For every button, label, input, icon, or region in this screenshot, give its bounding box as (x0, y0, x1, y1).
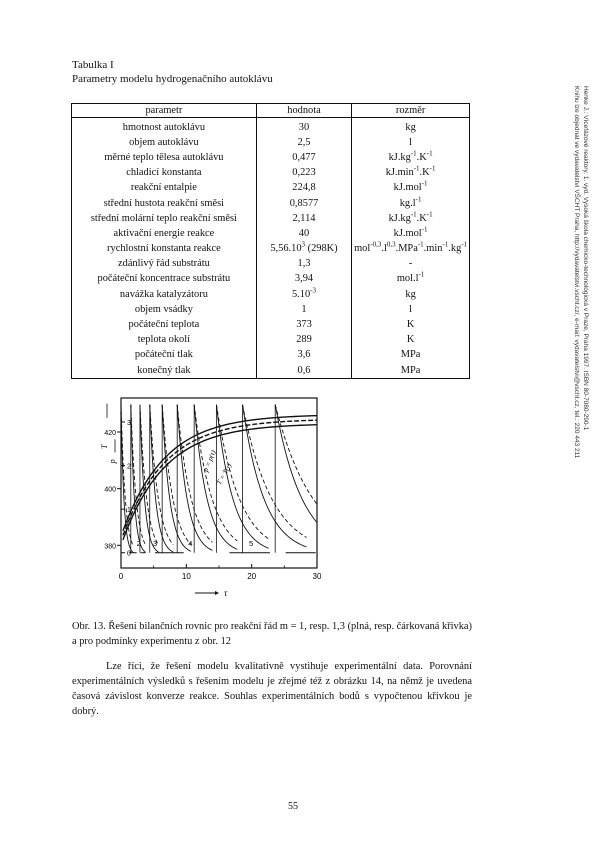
cell-unit: K (406, 334, 415, 346)
cell-unit: l (409, 136, 413, 148)
cell-value: 224,8 (256, 181, 351, 196)
cell-value: 373 (256, 317, 351, 332)
pressure-curve-dashed (243, 405, 307, 538)
cycle-label: 4 (188, 539, 193, 549)
cell-param: střední molární teplo reakční směsi (72, 211, 257, 226)
table-row (72, 287, 470, 302)
pressure-curve-dashed (194, 405, 237, 541)
table-row (72, 150, 470, 165)
cell-value: 0,8577 (256, 196, 351, 211)
y-left-tick-label: 380 (104, 543, 116, 551)
cell-param: chladicí konstanta (72, 166, 257, 181)
table-row (72, 272, 470, 287)
cell-unit: kg (405, 121, 416, 133)
y-p-tick-label: 1 (127, 507, 131, 515)
cell-value: 40 (256, 226, 351, 241)
pressure-curve-dashed (177, 405, 212, 543)
pressure-curve-solid (194, 405, 237, 550)
cell-unit: $kJ.kg^{-1}.K^{-1}$ (388, 210, 433, 224)
cell-unit: K (406, 319, 415, 331)
y-left-tick-label: 400 (104, 486, 116, 494)
y-left-axis-label: T (100, 444, 109, 449)
cell-param: počáteční tlak (72, 348, 257, 363)
cell-param: rychlostní konstanta reakce (72, 242, 257, 257)
cell-param: reakční entalpie (72, 181, 257, 196)
cell-param: aktivační energie reakce (72, 226, 257, 241)
cell-value: 1,3 (256, 257, 351, 272)
cell-value: $5.10^{-3}$ (256, 287, 351, 302)
table-row (72, 181, 470, 196)
parameters-table (71, 103, 470, 379)
cell-unit: $kJ.kg^{-1}.K^{-1}$ (388, 149, 433, 163)
x-tick-label: 0 (118, 572, 124, 581)
header-parametr: parametr (72, 104, 257, 118)
cell-param: hmotnost autoklávu (72, 118, 257, 136)
cell-unit: l (409, 303, 413, 315)
y-left-tick-label: 420 (104, 430, 116, 437)
x-tick-label: 10 (181, 572, 191, 581)
cell-value: 0,223 (256, 166, 351, 181)
cycle-label: 3 (153, 539, 158, 549)
y-p-tick-label: 2 (127, 463, 131, 471)
pressure-curve-dashed (162, 405, 191, 545)
x-label-arrowhead (215, 591, 219, 595)
table-row (72, 317, 470, 332)
cell-value: 0,477 (256, 150, 351, 165)
table-row (72, 348, 470, 363)
table-title: Tabulka I (72, 59, 114, 71)
cell-value: 5,56.10$^3$ (298K) (256, 242, 351, 257)
cell-param: střední hustota reakční směsi (72, 196, 257, 211)
cell-value: 289 (256, 333, 351, 348)
table-row (72, 242, 470, 257)
table-row (72, 333, 470, 348)
table-row (72, 257, 470, 272)
side-note-line-1: Henke J.: Vícefázové reaktory. 1. vyd. Vysoká škola chemicko-technologická v Praze, Praha 1997. ISBN 80-7080-290-1 (582, 86, 589, 431)
pressure-curve-dashed (275, 405, 316, 504)
table-row (72, 226, 470, 241)
figure-13-plot (100, 392, 335, 610)
y-right-axis-label: p (108, 459, 117, 464)
side-note-line-2: Knihu lze objednat ve vydavatelství VŠCHT Praha, http://vydavatelstvi.vscht.cz/, e-mail: vydavatelstvi@vscht.cz, tel.: 220 443 211 (573, 86, 580, 459)
curve-label-pressure: p = p(τ) (201, 449, 218, 473)
header-hodnota: hodnota (256, 104, 351, 118)
cell-param: konečný tlak (72, 363, 257, 379)
cell-value: 3,94 (256, 272, 351, 287)
cell-unit: kg (405, 288, 416, 300)
table-row (72, 196, 470, 211)
side-note (572, 86, 590, 458)
cell-value: 2,114 (256, 211, 351, 226)
cell-param: zdánlivý řád substrátu (72, 257, 257, 272)
cell-param: počáteční teplota (72, 317, 257, 332)
cell-unit: kJ.mol$^{-1}$ (393, 179, 428, 194)
cell-param: měrné teplo tělesa autoklávu (72, 150, 257, 165)
x-tick-label: 20 (247, 572, 257, 581)
cell-unit: kJ.mol$^{-1}$ (393, 225, 428, 239)
cycle-label: 2 (136, 539, 141, 549)
cell-unit: MPa (400, 349, 421, 361)
cell-unit: MPa (400, 364, 421, 376)
cell-param: počáteční koncentrace substrátu (72, 272, 257, 287)
cell-param: objem autoklávu (72, 135, 257, 150)
y-p-tick-label: 0 (127, 550, 131, 558)
header-rozmer: rozměr (352, 104, 470, 118)
cycle-label: 5 (249, 539, 254, 549)
cell-value: 30 (256, 118, 351, 136)
table-body (72, 118, 470, 379)
table-row (72, 363, 470, 379)
x-axis-label: τ (224, 588, 228, 598)
table-row (72, 118, 470, 136)
page-number: 55 (288, 801, 298, 812)
cell-unit: $kJ.\min^{-1}.K^{-1}$ (385, 164, 436, 179)
cell-unit: $kg.l^{-1}$ (399, 195, 422, 209)
table-row (72, 135, 470, 150)
table-row (72, 166, 470, 181)
figure-13 (100, 392, 335, 610)
cell-param: objem vsádky (72, 302, 257, 317)
cell-value: 2,5 (256, 135, 351, 150)
cell-param: teplota okolí (72, 333, 257, 348)
table-row (72, 211, 470, 226)
figure-caption: Obr. 13. Řešení bilančních rovnic pro reakční řád m = 1, resp. 1,3 (plná, resp. čárkovaná křivka) a pro podmínky experimentu z obr. 12 (72, 621, 472, 647)
cell-unit: $mol.l^{-1}$ (396, 271, 425, 285)
y-p-tick-label: 3 (127, 419, 131, 427)
cell-param: navážka katalyzátoru (72, 287, 257, 302)
table-header-row (72, 104, 470, 118)
cell-value: 3,6 (256, 348, 351, 363)
x-tick-label: 30 (312, 572, 322, 581)
table-row (72, 302, 470, 317)
cell-value: 1 (256, 302, 351, 317)
pressure-curve-solid (131, 405, 146, 553)
cell-value: 0,6 (256, 363, 351, 379)
table-subtitle: Parametry modelu hydrogenačního autoklávu (72, 73, 273, 85)
curve-label-temperature: T = T(τ) (215, 462, 234, 487)
cell-unit: - (408, 258, 413, 270)
cell-unit: $mol^{-0,3}.l^{0,3}.MPa^{-1}.\min^{-1}.kg^{-1}$ (354, 240, 468, 255)
pressure-curve-solid (177, 405, 212, 551)
body-paragraph: Lze říci, že řešení modelu kvalitativně vystihuje experimentální data. Porovnání experimentálních výsledků s řešením modelu je zřejmé též z obrázku 14, na němž je uvedena časová závislost konverze reakce. Souhlas experimentálních bodů s vypočtenou křivkou je dobrý. (72, 661, 472, 717)
